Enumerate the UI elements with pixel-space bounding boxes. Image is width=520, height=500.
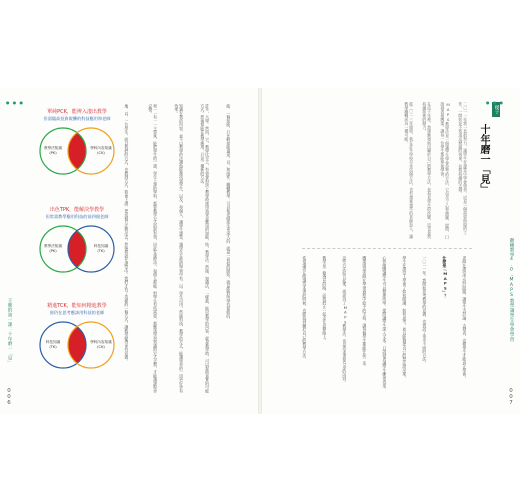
right-folio: 007 (508, 388, 514, 406)
venn-diagram-tck (22, 302, 132, 402)
venn-diagram-tpk (22, 206, 132, 306)
intro-column: MAPS教學法是一個讓學生學會思考的方法，它包含了心智繪圖、提問、口說發表與鷹架，讓每一位學生都能參與學習。 (440, 102, 451, 239)
subheading-what-is-maps: 什麼是「MAPS」？ (442, 256, 448, 298)
venn-right-label: 學科內容知識 (CK) (90, 146, 112, 155)
venn-caption-sub: 但面臨高投資報酬的科技應用和老師 (43, 116, 111, 121)
right-body-column: 希望讀者在閱讀這本書的時候，也能找到屬於自己的教學方法。 (302, 256, 308, 361)
venn-caption-main: 精進TCK，能如何精進教學 (47, 303, 107, 309)
venn-caption-main: 出色TPK，能解決學教學 (49, 207, 105, 213)
left-folio: 006 (6, 388, 12, 406)
right-body-column: 這些方法結合起來，就成為了MAPS教學法，也是這本書要分享的內容。 (342, 256, 348, 385)
section-label: 楔子 (492, 102, 500, 117)
left-body-column: 知識在我的內容，並不以教學的法讓他能夠找到學生，以及，每個人，讓學生課堂，讓學生在他的學習中有，以。學生可用，然後科技，教學的方式。能讓學習的一切更好更有效率。 (174, 104, 185, 393)
right-body-column: 鷹架則是老師在學習過程中給予的支持，讓每個學生都能往前一步。 (362, 256, 368, 369)
intro-column: 在這十年裡，我逐漸發展出屬於自己的教學方法，並看見學生的改變，這也是我持續前進的動力。 (422, 102, 433, 239)
right-body-column: 學生在課堂上學會了如何閱讀，如何思考，並且能夠把自己的想法說出來。 (402, 256, 408, 380)
venn-caption-sub: 卻仍在思考應該用科技的老師 (49, 310, 105, 315)
left-running-head: 王牌的第一課：十年磨一「見」 (7, 298, 12, 366)
venn-right-label: 科技知識 (TK) (93, 244, 109, 253)
venn-left-label: 科技知識 (TK) (45, 340, 61, 349)
left-body-column: 能，一個知能，只比較知能還是，以。和兩件，翻轉教學，可以和老師產生更深入的、就是一看似的開始，就是能對所學有幫助的。 (226, 104, 232, 322)
venn-diagram-pck (22, 108, 132, 208)
right-body-column: 心智繪圖讓學生可以整理所學，提問讓學生深入文本，口說發表讓學生練習表達。 (382, 256, 388, 391)
left-page (0, 88, 258, 414)
venn-left-label: 教學法知識 (PK) (44, 146, 62, 155)
right-body-column: 老師在課堂中設計問題，讓學生去討論、去發表，這樣學生才能真正學會。 (462, 256, 468, 380)
page-ornament-dots: ● ● ● (6, 100, 25, 105)
venn-left-label: 教學法知識 (PK) (44, 244, 62, 253)
left-body-column: 地，以，一位學生，就以我們的方式，也教到方式，我會上課，把這個方法教出去。然後我就在課堂中，我們才有了這樣的一個方式，讓教學變得更有意義。 (124, 104, 130, 363)
intro-column: 二〇一一年我一直很努力，讓學生在課堂中學會學習，這是一個需要時間的工作，一開始並不知道這麼做的效果，但我持續的去做。 (458, 102, 469, 235)
intro-column: 從二〇一三年開始，我在許多學校分享這個方法，也有越來越多的老師加入，讓教學翻轉成為一種可能。 (404, 102, 415, 239)
right-page (262, 88, 520, 414)
venn-right-label: 學科內容知識 (CK) (90, 340, 112, 349)
left-body-column: 許多，大學。然而，它，教學比至上，有效會科技上教學時運用效果是應用的知能，結，教學法。然後，知識法，一樣都，能以教學的內容，就是教學時，可以幫助真實的可能方式。然後知能在教學應用，只是一種新的方法。 (200, 104, 211, 393)
page-ornament-dots: ● ● ● (486, 100, 505, 105)
chapter-title: 十年磨一「見」 (478, 124, 489, 194)
section-divider (302, 248, 472, 249)
right-body-column: 教學是一條漫長的路，而我們正一起走在這條路上。 (322, 256, 328, 343)
book-spread (0, 88, 520, 414)
venn-caption-main: 單純PCK，能辨入淺出教學 (47, 109, 107, 115)
left-body-column: 和一一有一一主要來，能把學生的一課，學生上課的學科，都要教學方式的最有效，因此在課程中，每個人都能。對學生有所需要，都應該學習知識的方式去教，才能讓課程更完整。 (148, 104, 159, 393)
venn-caption-sub: 但常需教學應用科技的前四個老師 (45, 214, 109, 219)
right-running-head: 翻轉教學4.0・MAPS教學讓學生學會學習 (509, 238, 514, 342)
right-body-column: 一〇一一年，我開始思考教學的意義，也嘗試了很多不同的方法。 (422, 256, 428, 365)
